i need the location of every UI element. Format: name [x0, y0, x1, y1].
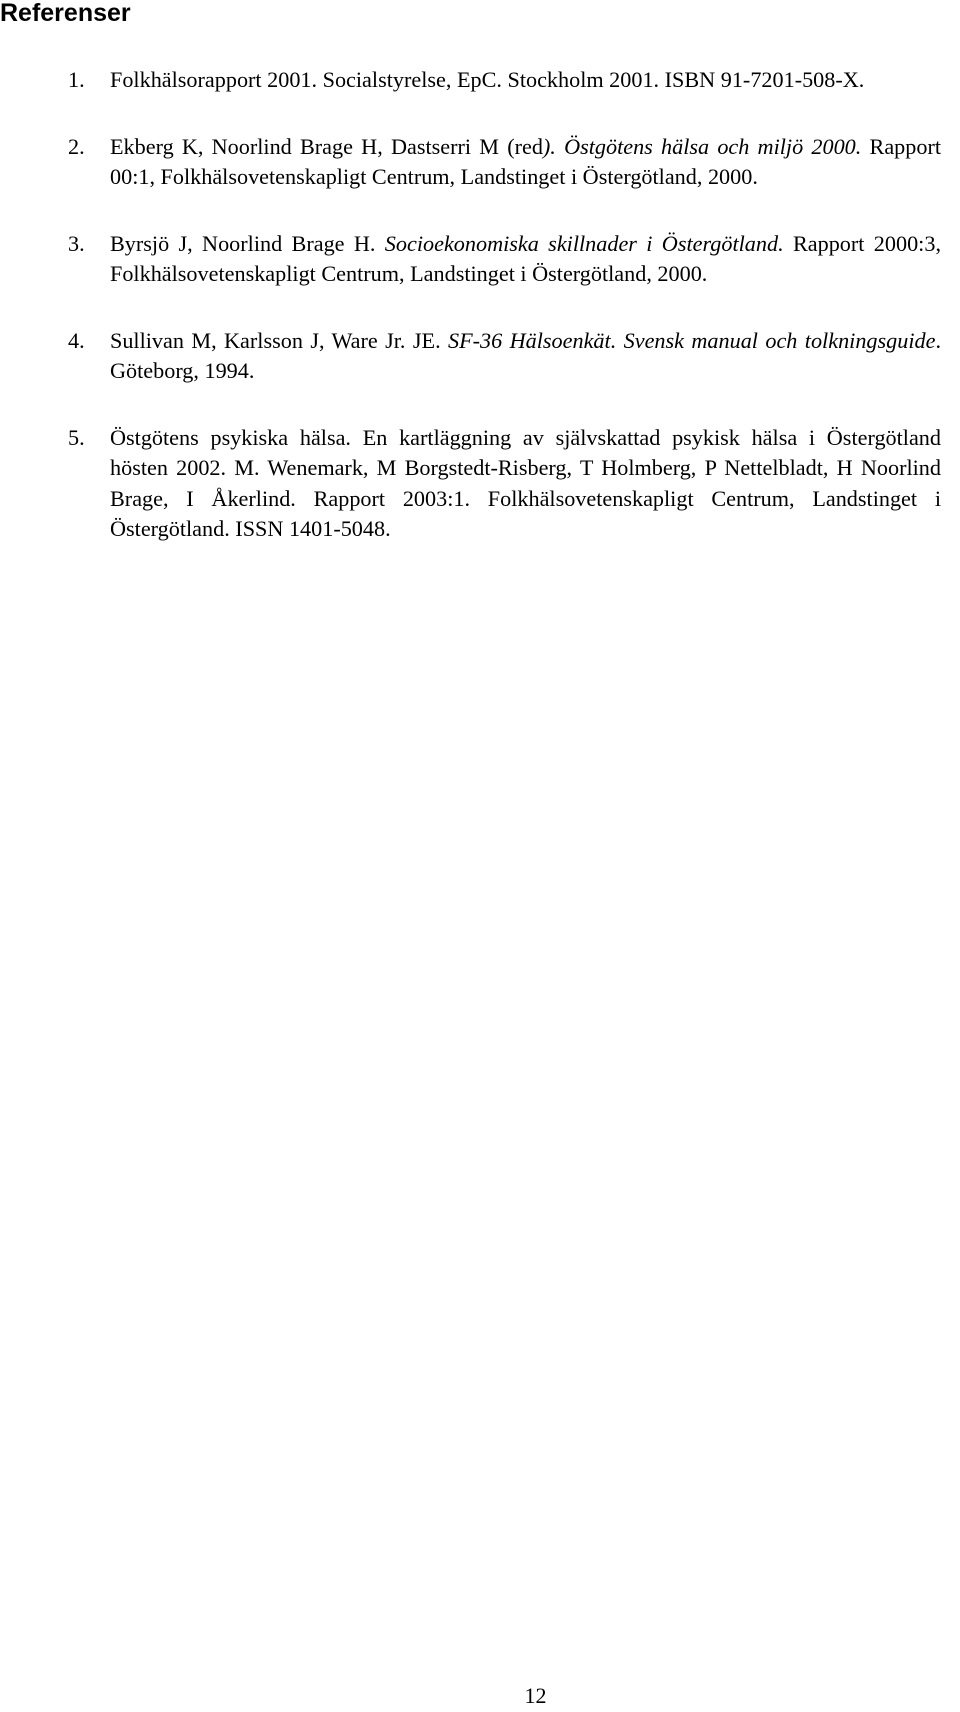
reference-number: 1. [68, 67, 85, 92]
reference-item-1 [68, 65, 941, 96]
reference-item-2 [68, 132, 941, 193]
reference-text [110, 134, 941, 190]
reference-text [110, 425, 941, 542]
page-heading: Referenser [0, 0, 131, 27]
reference-plain-text: Rapport 2000:3, Folkhälsovetenskapligt Centrum, Landstinget i Östergötland, 2000. [110, 230, 941, 286]
reference-italic-text: ). Östgötens hälsa och miljö 2000. [542, 133, 862, 159]
reference-list [68, 65, 941, 545]
reference-plain-text: Östgötens psykiska hälsa. En kartläggning av självskattad psykisk hälsa i Östergötland hösten 2002. M. Wenemark, M Borgstedt-Risberg, T Holmberg, P Nettelbladt, H Noorlind Brage, I Åkerlind. Rapport 2003:1. Folkhälsovetenskapligt Centrum, Landstinget i Östergötland. ISSN 1401-5048. [110, 424, 941, 541]
reference-text [110, 328, 941, 384]
reference-plain-text: Ekberg K, Noorlind Brage H, Dastserri M (red [110, 133, 543, 159]
reference-plain-text: Sullivan M, Karlsson J, Ware Jr. JE. [110, 327, 449, 353]
reference-number: 3. [68, 230, 85, 256]
reference-plain-text: . Göteborg, 1994. [110, 327, 941, 383]
reference-plain-text: Byrsjö J, Noorlind Brage H. [110, 230, 385, 256]
reference-number: 4. [68, 327, 85, 353]
reference-text [110, 231, 941, 287]
reference-number: 5. [68, 424, 85, 450]
reference-italic-text: SF-36 Hälsoenkät. Svensk manual och tolkningsguide [448, 327, 936, 353]
reference-item-5 [68, 423, 941, 545]
reference-italic-text: Socioekonomiska skillnader i Östergötland. [384, 230, 784, 256]
reference-number: 2. [68, 133, 85, 159]
reference-plain-text: Folkhälsorapport 2001. Socialstyrelse, EpC. Stockholm 2001. ISBN 91-7201-508-X. [110, 67, 865, 92]
reference-plain-text: Rapport 00:1, Folkhälsovetenskapligt Centrum, Landstinget i Östergötland, 2000. [110, 133, 942, 189]
reference-item-3 [68, 229, 941, 290]
reference-item-4 [68, 326, 941, 387]
reference-text [110, 67, 864, 92]
page-number: 12 [524, 1683, 547, 1708]
